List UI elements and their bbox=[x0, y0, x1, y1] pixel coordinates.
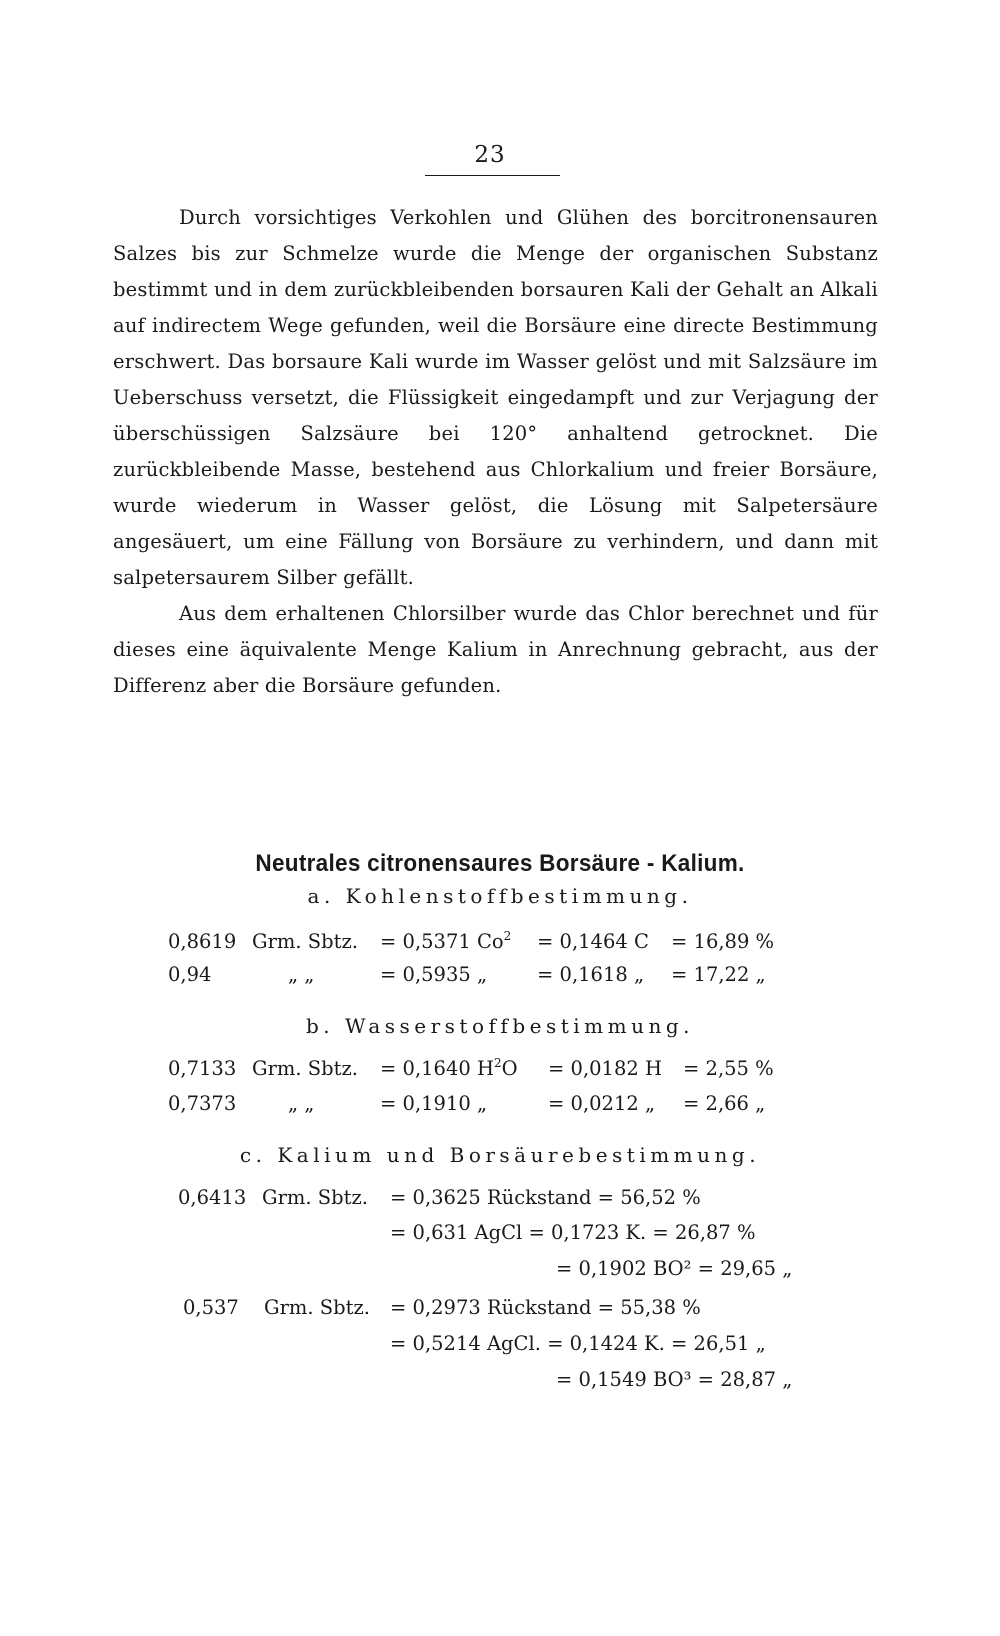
equation-3: = 17,22 „ bbox=[671, 963, 766, 986]
sample-weight: 0,94 bbox=[168, 963, 212, 986]
equation-2: = 0,0182 H bbox=[548, 1057, 662, 1080]
unit-label: Grm. Sbtz. bbox=[262, 1186, 368, 1209]
body-text bbox=[113, 200, 878, 704]
equation-2: = 0,1618 „ bbox=[537, 963, 645, 986]
subsection-title-b: b. Wasserstoffbestimmung. bbox=[305, 1014, 695, 1038]
paragraph-1: Durch vorsichtiges Verkohlen und Glühen des borcitronensauren Salzes bis zur Schmelze wurde die Menge der organischen Substanz bestimmt und in dem zurückbleibenden borsauren Kali der Gehalt an Alkali auf indirectem Wege gefunden, weil die Borsäure eine directe Bestimmung erschwert. Das borsaure Kali wurde im Wasser gelöst und mit Salzsäure im Ueberschuss versetzt, die Flüssigkeit eingedampft und zur Verjagung der überschüssigen Salzsäure bei 120° anhaltend getrocknet. Die zurückbleibende Masse, bestehend aus Chlorkalium und freier Borsäure, wurde wiederum in Wasser gelöst, die Lösung mit Salpetersäure angesäuert, um eine Fällung von Borsäure zu verhindern, und dann mit salpetersaurem Silber gefällt. bbox=[113, 206, 878, 589]
equation-2: = 0,0212 „ bbox=[548, 1092, 656, 1115]
equation-3: = 16,89 % bbox=[671, 930, 775, 953]
equation: = 0,631 AgCl = 0,1723 K. = 26,87 % bbox=[390, 1221, 756, 1244]
sample-weight: 0,8619 bbox=[168, 930, 237, 953]
equation: = 0,1902 BO² = 29,65 „ bbox=[556, 1257, 793, 1280]
equation-2: = 0,1464 C bbox=[537, 930, 649, 953]
paragraph-2: Aus dem erhaltenen Chlorsilber wurde das Chlor berechnet und für dieses eine äquivalente Menge Kalium in Anrechnung gebracht, aus der Differenz aber die Borsäure gefunden. bbox=[113, 602, 878, 697]
unit-label: „ „ bbox=[288, 963, 315, 986]
unit-label: Grm. Sbtz. bbox=[252, 1057, 358, 1080]
section-heading: Neutrales citronensaures Borsäure - Kalium. bbox=[255, 850, 745, 877]
unit-label: „ „ bbox=[288, 1092, 315, 1115]
equation-1: = 0,1910 „ bbox=[380, 1092, 488, 1115]
equation-1: = 0,5371 Co$^2$ bbox=[380, 929, 512, 953]
sample-weight: 0,537 bbox=[183, 1296, 239, 1319]
unit-label: Grm. Sbtz. bbox=[264, 1296, 370, 1319]
equation-3: = 2,55 % bbox=[683, 1057, 774, 1080]
equation: = 0,1549 BO³ = 28,87 „ bbox=[556, 1368, 793, 1391]
sample-weight: 0,6413 bbox=[178, 1186, 247, 1209]
subsection-title-a: a. Kohlenstoffbestimmung. bbox=[307, 884, 693, 908]
page-number: 23 bbox=[474, 142, 506, 168]
sample-weight: 0,7133 bbox=[168, 1057, 237, 1080]
equation: = 0,3625 Rückstand = 56,52 % bbox=[390, 1186, 701, 1209]
equation-1: = 0,5935 „ bbox=[380, 963, 488, 986]
equation-1: = 0,1640 $H^2O$ bbox=[380, 1056, 518, 1080]
page-number-rule bbox=[425, 175, 560, 176]
unit-label: Grm. Sbtz. bbox=[252, 930, 358, 953]
sample-weight: 0,7373 bbox=[168, 1092, 237, 1115]
equation-3: = 2,66 „ bbox=[683, 1092, 766, 1115]
subsection-title-c: c. Kalium und Borsäurebestimmung. bbox=[239, 1143, 761, 1167]
equation: = 0,2973 Rückstand = 55,38 % bbox=[390, 1296, 701, 1319]
equation: = 0,5214 AgCl. = 0,1424 K. = 26,51 „ bbox=[390, 1332, 766, 1355]
